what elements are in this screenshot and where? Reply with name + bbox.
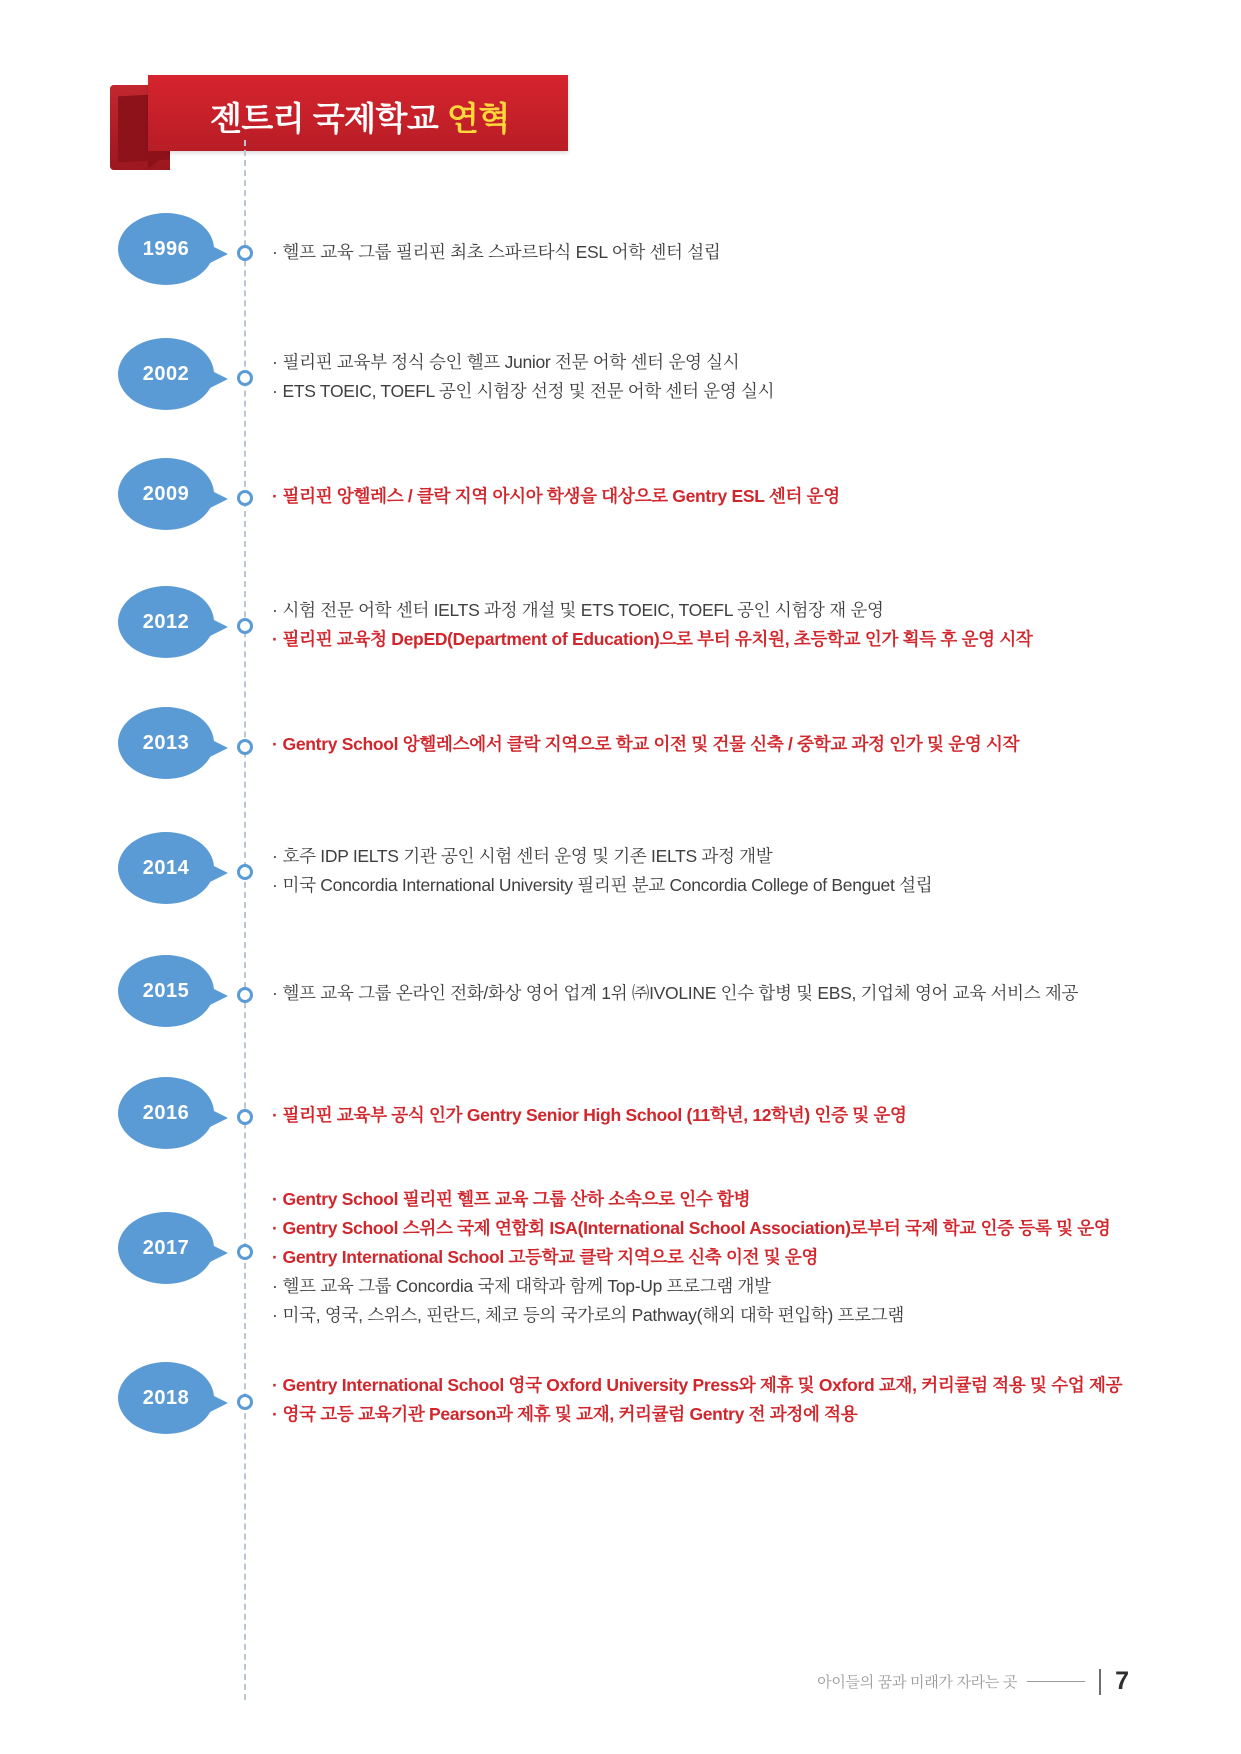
timeline-entry-text: 필리핀 앙헬레스 / 클락 지역 아시아 학생을 대상으로 Gentry ESL 센터 운영	[282, 486, 840, 506]
timeline-node-marker	[237, 245, 253, 261]
timeline-year-bubble	[118, 1212, 214, 1284]
bullet-icon: ·	[272, 983, 278, 1003]
timeline-entry-item	[272, 871, 1212, 900]
timeline-node-marker	[237, 618, 253, 634]
timeline-entry-text: 시험 전문 어학 센터 IELTS 과정 개설 및 ETS TOEIC, TOEFL 공인 시험장 재 운영	[282, 600, 884, 620]
timeline-entry-item	[272, 1272, 1212, 1301]
bullet-icon: ·	[272, 600, 278, 620]
timeline-year-label: 1996	[142, 237, 190, 260]
footer-rule	[1027, 1681, 1085, 1682]
timeline-entry-list	[272, 842, 1212, 900]
timeline-year-label: 2002	[142, 362, 190, 385]
timeline-year-label: 2013	[142, 731, 190, 754]
timeline-node-marker	[237, 864, 253, 880]
timeline-entry-list	[272, 238, 1212, 267]
bullet-icon: ·	[272, 875, 278, 895]
timeline-entry-text: 호주 IDP IELTS 기관 공인 시험 센터 운영 및 기존 IELTS 과정 개발	[282, 846, 773, 866]
timeline-entry-list	[272, 348, 1212, 406]
timeline-year-bubble	[118, 707, 214, 779]
timeline-entry-list	[272, 482, 1212, 511]
timeline-year-bubble	[118, 1077, 214, 1149]
footer-tagline: 아이들의 꿈과 미래가 자라는 곳	[817, 1674, 1018, 1691]
timeline-entry-list	[272, 979, 1212, 1008]
timeline-entry-item	[272, 1400, 1212, 1429]
timeline-year-bubble	[118, 955, 214, 1027]
bullet-icon: ·	[272, 1247, 278, 1267]
bullet-icon: ·	[272, 734, 278, 754]
timeline-year-bubble	[118, 338, 214, 410]
timeline-entry-text: 헬프 교육 그룹 온라인 전화/화상 영어 업계 1위 ㈜IVOLINE 인수 합병 및 EBS, 기업체 영어 교육 서비스 제공	[282, 983, 1079, 1003]
timeline-entry-text: 영국 고등 교육기관 Pearson과 제휴 및 교재, 커리큘럼 Gentry 전 과정에 적용	[282, 1404, 858, 1424]
bullet-icon: ·	[272, 1276, 278, 1296]
bullet-icon: ·	[272, 1404, 278, 1424]
timeline-year-label: 2009	[142, 482, 190, 505]
timeline-entry-list	[272, 730, 1212, 759]
bullet-icon: ·	[272, 1375, 278, 1395]
bullet-icon: ·	[272, 629, 278, 649]
timeline-year-label: 2016	[142, 1101, 190, 1124]
timeline-entry-item	[272, 238, 1212, 267]
timeline-entry-item	[272, 730, 1212, 759]
timeline-entry-text: 필리핀 교육부 공식 인가 Gentry Senior High School (11학년, 12학년) 인증 및 운영	[282, 1105, 907, 1125]
timeline-node-marker	[237, 987, 253, 1003]
timeline-year-bubble	[118, 1362, 214, 1434]
timeline-entry-item	[272, 348, 1212, 377]
timeline-entry-item	[272, 1301, 1212, 1330]
timeline-entry-item	[272, 1371, 1212, 1400]
timeline-entry-item	[272, 596, 1212, 625]
page-number: 7	[1115, 1667, 1129, 1695]
bullet-icon: ·	[272, 1305, 278, 1325]
timeline-node-marker	[237, 739, 253, 755]
timeline-year-bubble	[118, 832, 214, 904]
timeline-entry-item	[272, 1243, 1212, 1272]
timeline-entry-text: Gentry School 필리핀 헬프 교육 그룹 산하 소속으로 인수 합병	[282, 1189, 751, 1209]
bullet-icon: ·	[272, 1189, 278, 1209]
timeline-entry-item	[272, 377, 1212, 406]
timeline-entry-text: Gentry International School 영국 Oxford University Press와 제휴 및 Oxford 교재, 커리큘럼 적용 및 수업 제공	[282, 1375, 1123, 1395]
timeline-node-marker	[237, 370, 253, 386]
bullet-icon: ·	[272, 381, 278, 401]
timeline-entry-item	[272, 482, 1212, 511]
timeline-entry-text: 미국 Concordia International University 필리핀 분교 Concordia College of Benguet 설립	[282, 875, 933, 895]
bullet-icon: ·	[272, 486, 278, 506]
timeline-entry-text: ETS TOEIC, TOEFL 공인 시험장 선정 및 전문 어학 센터 운영 실시	[282, 381, 775, 401]
timeline-year-bubble	[118, 586, 214, 658]
timeline-entry-list	[272, 596, 1212, 654]
bullet-icon: ·	[272, 242, 278, 262]
timeline-year-label: 2012	[142, 610, 190, 633]
timeline-entry-text: Gentry School 스위스 국제 연합회 ISA(International School Association)로부터 국제 학교 인증 등록 및 운영	[282, 1218, 1111, 1238]
timeline-year-label: 2018	[142, 1386, 190, 1409]
timeline-entry-item	[272, 842, 1212, 871]
timeline-entry-list	[272, 1185, 1212, 1330]
timeline-entry-text: 필리핀 교육청 DepED(Department of Education)으로 부터 유치원, 초등학교 인가 획득 후 운영 시작	[282, 629, 1033, 649]
timeline-node-marker	[237, 1109, 253, 1125]
timeline-entry-item	[272, 1185, 1212, 1214]
timeline-year-label: 2017	[142, 1236, 190, 1259]
bullet-icon: ·	[272, 1105, 278, 1125]
timeline-entry-text: 헬프 교육 그룹 필리핀 최초 스파르타식 ESL 어학 센터 설립	[282, 242, 721, 262]
bullet-icon: ·	[272, 1218, 278, 1238]
timeline-entry-text: 헬프 교육 그룹 Concordia 국제 대학과 함께 Top-Up 프로그램 개발	[282, 1276, 771, 1296]
timeline-entry-list	[272, 1371, 1212, 1429]
timeline-entry-item	[272, 1101, 1212, 1130]
timeline-year-label: 2014	[142, 856, 190, 879]
timeline-year-bubble	[118, 458, 214, 530]
timeline-entry-text: Gentry School 앙헬레스에서 클락 지역으로 학교 이전 및 건물 신축 / 중학교 과정 인가 및 운영 시작	[282, 734, 1020, 754]
bullet-icon: ·	[272, 846, 278, 866]
timeline-entry-item	[272, 625, 1212, 654]
timeline-node-marker	[237, 1244, 253, 1260]
timeline-entry-item	[272, 979, 1212, 1008]
timeline-entry-item	[272, 1214, 1212, 1243]
timeline-entry-list	[272, 1101, 1212, 1130]
timeline-node-marker	[237, 490, 253, 506]
bullet-icon: ·	[272, 352, 278, 372]
page-title-accent: 연혁	[446, 100, 510, 137]
timeline-node-marker	[237, 1394, 253, 1410]
page-footer	[817, 1667, 1129, 1696]
footer-bar	[1099, 1669, 1101, 1695]
timeline-year-label: 2015	[142, 979, 190, 1002]
timeline-entry-text: 미국, 영국, 스위스, 핀란드, 체코 등의 국가로의 Pathway(해외 대학 편입학) 프로그램	[282, 1305, 905, 1325]
timeline-year-bubble	[118, 213, 214, 285]
page-title-main: 젠트리 국제학교	[210, 100, 447, 137]
timeline-entry-text: Gentry International School 고등학교 클락 지역으로 신축 이전 및 운영	[282, 1247, 819, 1267]
timeline-entry-text: 필리핀 교육부 정식 승인 헬프 Junior 전문 어학 센터 운영 실시	[282, 352, 740, 372]
